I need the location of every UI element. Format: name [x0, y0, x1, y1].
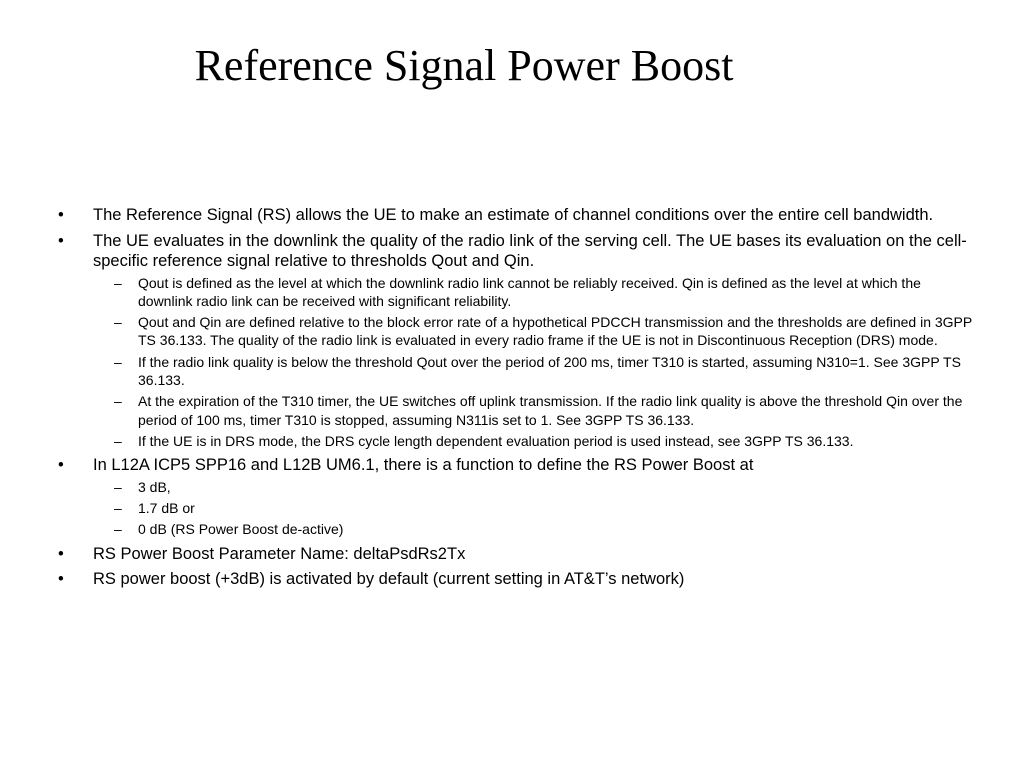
sub-bullet-text: If the radio link quality is below the threshold Qout over the period of 200 ms, timer T310 is started, assuming N310=1. See 3GPP TS 36.133. [138, 353, 961, 388]
sub-bullet-item [93, 432, 972, 450]
dash-icon: – [114, 521, 122, 538]
sub-bullet-item [93, 274, 972, 311]
dash-icon: – [114, 432, 122, 449]
bullet-item [56, 205, 972, 226]
bullet-icon: • [58, 570, 64, 589]
sub-bullet-text: Qout and Qin are defined relative to the block error rate of a hypothetical PDCCH transmission and the thresholds are defined in 3GPP TS 36.133. The quality of the radio link is evaluated in every radio frame if the UE is not in Discontinuous Reception (DRS) mode. [138, 314, 972, 349]
bullet-text: RS Power Boost Parameter Name: deltaPsdRs2Tx [93, 544, 466, 563]
bullet-item [56, 544, 972, 565]
bullet-item [56, 569, 972, 590]
sub-bullet-item [93, 478, 972, 496]
bullet-icon: • [58, 231, 64, 250]
dash-icon: – [114, 353, 122, 370]
sub-bullet-list [93, 478, 972, 539]
bullet-text: RS power boost (+3dB) is activated by default (current setting in AT&T’s network) [93, 570, 685, 589]
bullet-text: The Reference Signal (RS) allows the UE to make an estimate of channel conditions over the entire cell bandwidth. [93, 206, 934, 224]
sub-bullet-text: 3 dB, [138, 478, 171, 495]
slide-title: Reference Signal Power Boost [194, 41, 734, 90]
dash-icon: – [114, 274, 122, 291]
sub-bullet-item [93, 353, 972, 390]
sub-bullet-text: 1.7 dB or [138, 499, 195, 516]
bullet-icon: • [58, 544, 64, 563]
sub-bullet-list [93, 274, 972, 451]
dash-icon: – [114, 314, 122, 331]
dash-icon: – [114, 393, 122, 410]
dash-icon: – [114, 499, 122, 516]
sub-bullet-text: Qout is defined as the level at which the downlink radio link cannot be reliably received. Qin is defined as the level at which the downlink radio link can be received with significant reliability. [138, 274, 921, 309]
bullet-icon: • [58, 456, 64, 475]
sub-bullet-text: If the UE is in DRS mode, the DRS cycle length dependent evaluation period is used instead, see 3GPP TS 36.133. [138, 432, 854, 449]
bullet-text: The UE evaluates in the downlink the quality of the radio link of the serving cell. The UE bases its evaluation on the cell-specific reference signal relative to thresholds Qout and Qin. [93, 231, 967, 270]
bullet-icon: • [58, 206, 64, 224]
sub-bullet-item [93, 499, 972, 517]
dash-icon: – [114, 478, 122, 495]
sub-bullet-item [93, 313, 972, 350]
bullet-item [56, 231, 972, 451]
sub-bullet-text: At the expiration of the T310 timer, the UE switches off uplink transmission. If the radio link quality is above the threshold Qin over the period of 100 ms, timer T310 is stopped, assuming N311is set to 1. See 3GPP TS 36.133. [138, 393, 963, 428]
sub-bullet-item [93, 392, 972, 429]
bullet-text: In L12A ICP5 SPP16 and L12B UM6.1, there is a function to define the RS Power Boost at [93, 456, 754, 475]
sub-bullet-text: 0 dB (RS Power Boost de-active) [138, 521, 344, 538]
bullet-item [56, 455, 972, 538]
sub-bullet-item [93, 520, 972, 538]
slide-body [56, 205, 972, 595]
bullet-list [56, 205, 972, 590]
